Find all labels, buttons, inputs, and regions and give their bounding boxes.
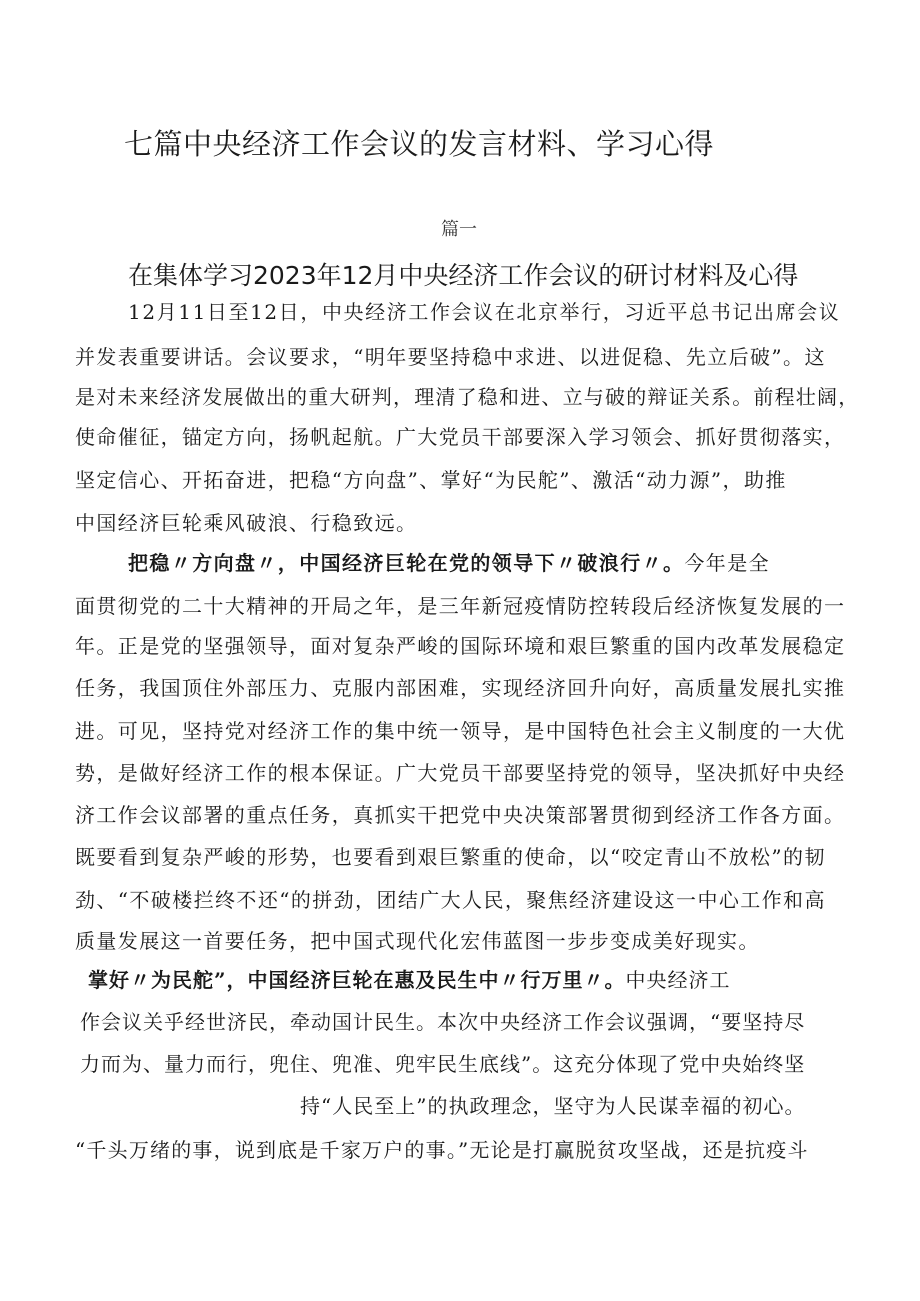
paragraph-line: 任务，我国顶住外部压力、克服内部困难，实现经济回升向好，高质量发展扎实推 (75, 676, 846, 700)
paragraph-line: 12月11日至12日，中央经济工作会议在北京举行，习近平总书记出席会议 (128, 300, 841, 324)
paragraph-line: 既要看到复杂严峻的形势，也要看到艰巨繁重的使命，以“咬定青山不放松”的韧 (75, 845, 826, 869)
paragraph-line: 持“人民至上”的执政理念，坚守为人民谋幸福的初心。 (300, 1094, 806, 1118)
paragraph-first-line (88, 968, 731, 992)
paragraph-line: 使命催征，锚定方向，扬帆起航。广大党员干部要深入学习领会、抓好贯彻落实， (75, 425, 846, 449)
paragraph-line: 劲、“不破楼拦终不还“的拼劲，团结广大人民，聚焦经济建设这一中心工作和高 (75, 888, 826, 912)
paragraph-line: “千头万绪的事，说到底是千家万户的事。”无论是打赢脱贫攻坚战，还是抗疫斗 (75, 1138, 809, 1162)
paragraph-line: 势，是做好经济工作的根本保证。广大党员干部要坚持党的领导，坚决抓好中央经 (75, 761, 846, 785)
paragraph-line: 力而为、量力而行，兜住、兜准、兜牢民生底线”。这充分体现了党中央始终坚 (80, 1052, 806, 1076)
paragraph-line: 中国经济巨轮乘风破浪、行稳致远。 (75, 511, 418, 535)
paragraph-first-line (128, 551, 770, 575)
section-label: 篇一 (441, 219, 477, 240)
paragraph-line: 质量发展这一首要任务，把中国式现代化宏伟蓝图一步步变成美好现实。 (75, 929, 760, 953)
paragraph-line: 是对未来经济发展做出的重大研判，理清了稳和进、立与破的辩证关系。前程壮阔， (75, 385, 860, 409)
paragraph-line: 面贯彻党的二十大精神的开局之年，是三年新冠疫情防控转段后经济恢复发展的一 (75, 594, 846, 618)
paragraph-line: 年。正是党的坚强领导，面对复杂严峻的国际环境和艰巨繁重的国内改革发展稳定 (75, 634, 846, 658)
paragraph-line: 进。可见，坚持党对经济工作的集中统一领导，是中国特色社会主义制度的一大优 (75, 719, 846, 743)
article-subtitle: 在集体学习2023年12月中央经济工作会议的研讨材料及心得 (128, 261, 799, 290)
paragraph-heading: 掌好〃为民舵”，中国经济巨轮在惠及民生中〃行万里〃。 (88, 968, 626, 992)
paragraph-text: 今年是全 (684, 551, 771, 575)
paragraph-line: 作会议关乎经世济民，牵动国计民生。本次中央经济工作会议强调，“要坚持尽 (80, 1010, 806, 1034)
paragraph-text: 中央经济工 (625, 968, 731, 992)
paragraph-line: 并发表重要讲话。会议要求，“明年要坚持稳中求进、以进促稳、先立后破”。这 (75, 345, 826, 369)
document-title: 七篇中央经济工作会议的发言材料、学习心得 (124, 127, 715, 161)
paragraph-line: 坚定信心、开拓奋进，把稳“方向盘”、掌好“为民舵”、激活“动力源”，助推 (75, 468, 787, 492)
paragraph-heading: 把稳〃方向盘〃，中国经济巨轮在党的领导下〃破浪行〃。 (128, 551, 685, 575)
paragraph-line: 济工作会议部署的重点任务，真抓实干把党中央决策部署贯彻到经济工作各方面。 (75, 803, 846, 827)
